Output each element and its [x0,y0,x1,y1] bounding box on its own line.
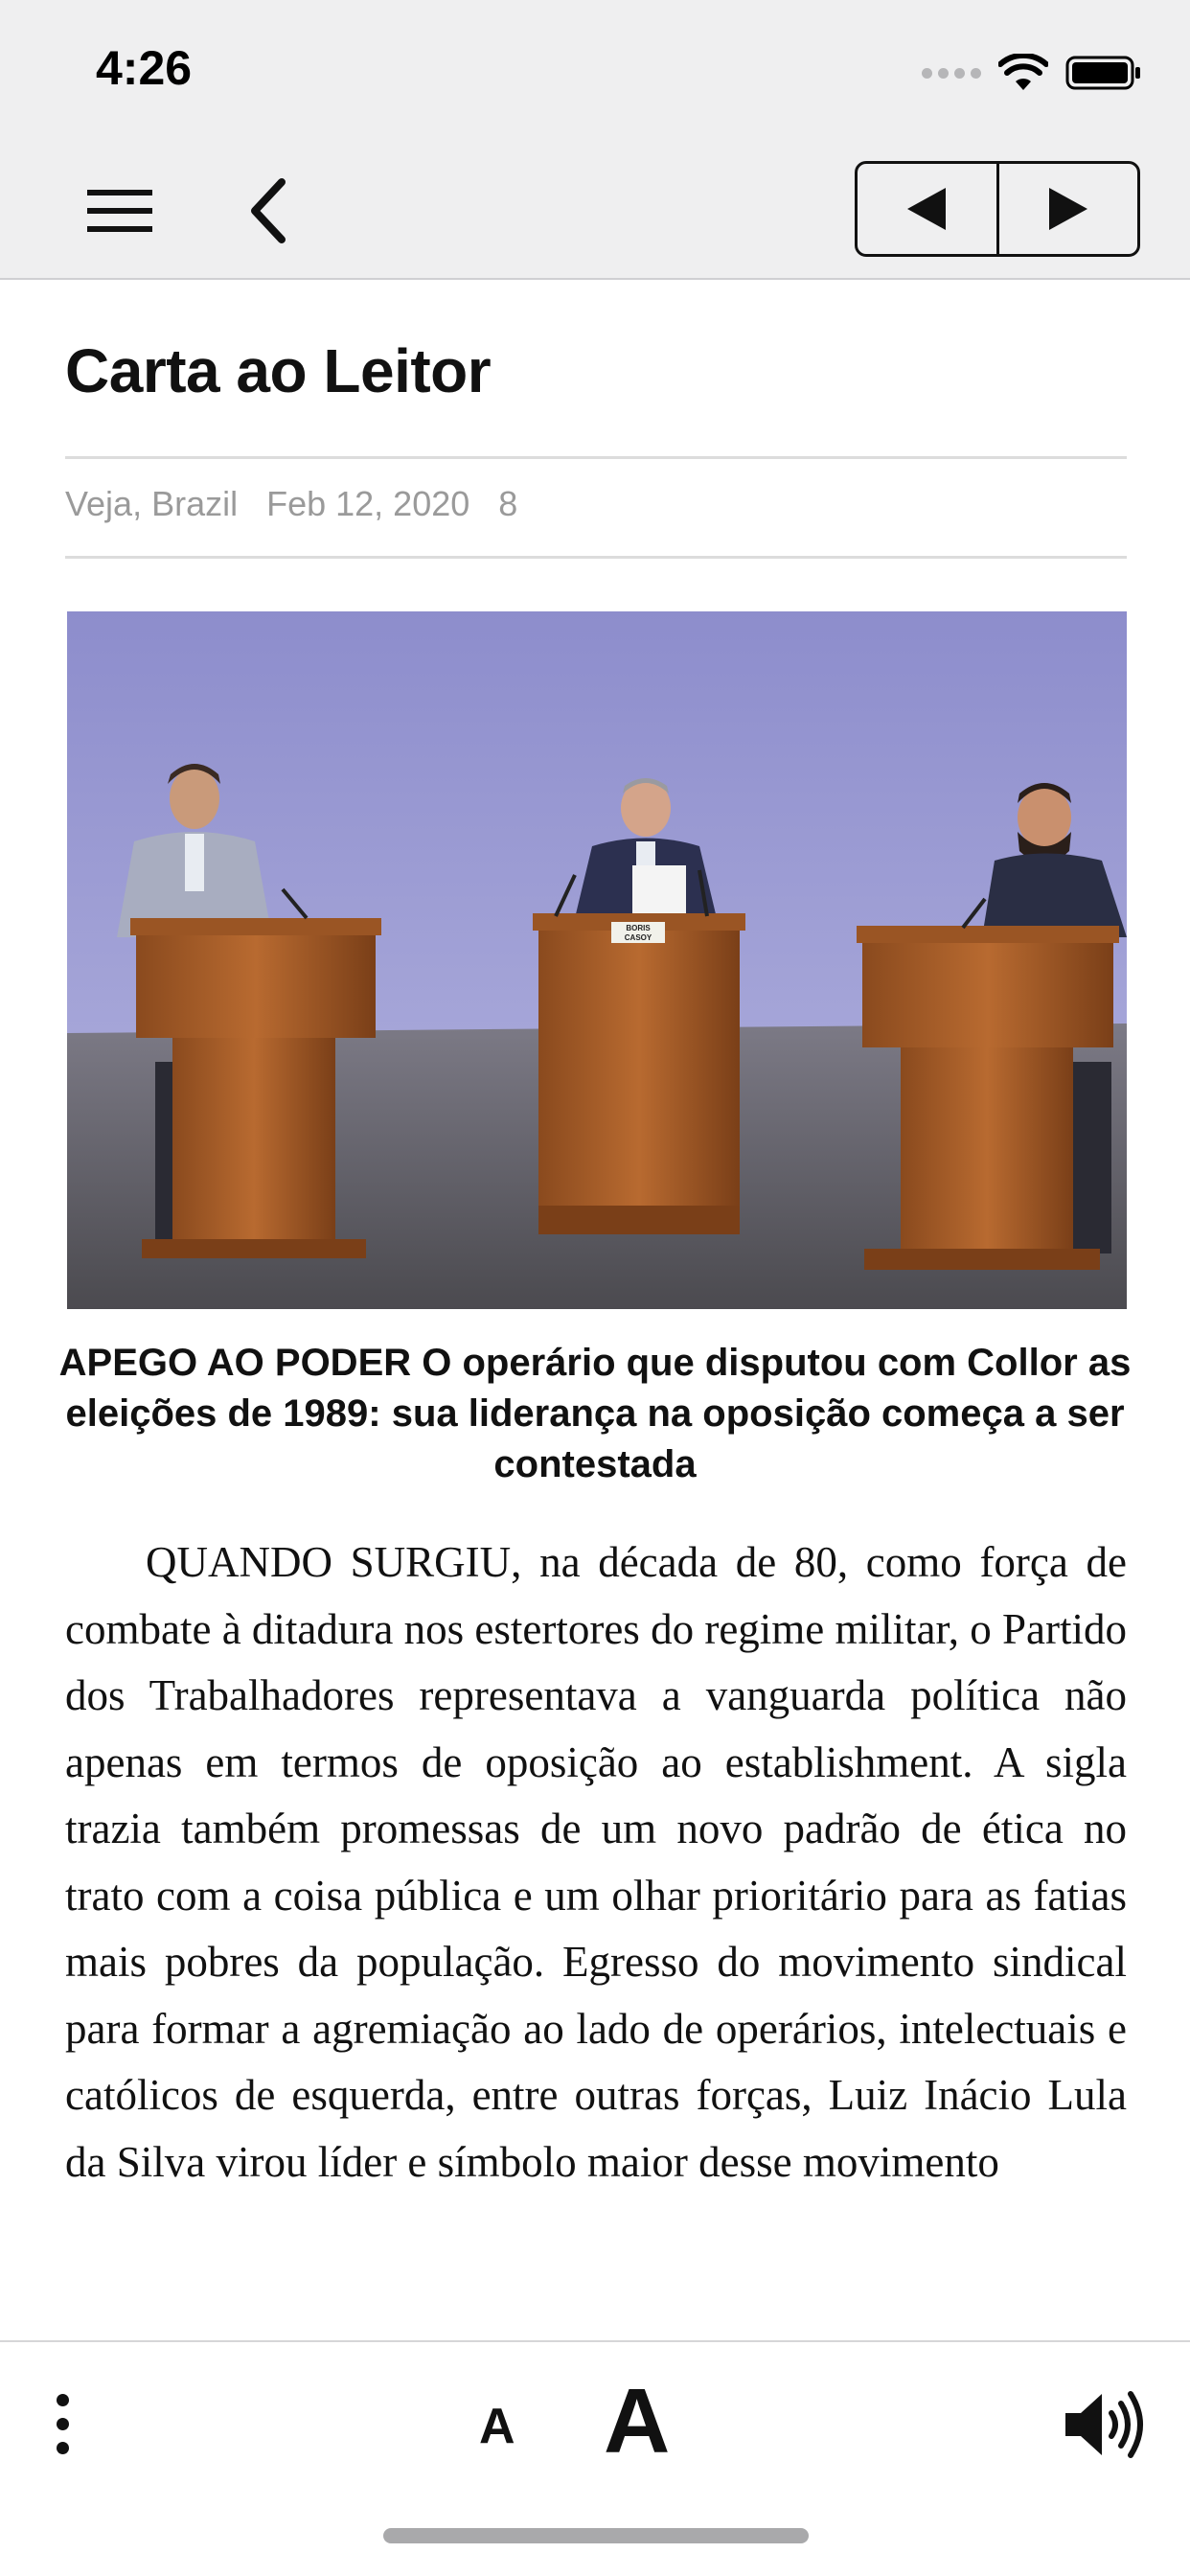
decrease-font-button[interactable]: A [479,2399,515,2454]
debate-stage-illustration [67,611,1127,1309]
text-to-speech-button[interactable] [1062,2386,1148,2463]
publication-name: Veja, Brazil [65,484,239,523]
increase-font-button[interactable]: A [604,2370,671,2472]
page-number: 8 [498,484,518,523]
article-meta [65,484,517,524]
article-body: QUANDO SURGIU, na década de 80, como força de combate à ditadura nos estertores do regime militar, o Partido dos Trabalhadores representava a vanguarda política não apenas em termos de oposição ao establishment. A sigla trazia também promessas de um novo padrão de ética no trato com a coisa pública e um olhar prioritário para as fatias mais pobres da população. Egresso do movimento sindical para formar a agremiação ao lado de operários, intelectuais e católicos de esquerda, entre outras forças, Luiz Inácio Lula da Silva virou líder e símbolo maior desse movimento [65,1538,1127,2186]
more-options-button[interactable] [38,2380,86,2467]
article-photo[interactable] [67,611,1127,1309]
meta-divider [65,556,1127,559]
nameplate-line1: BORIS [626,924,651,932]
speaker-icon [1062,2386,1148,2463]
nameplate-line2: CASOY [624,933,652,942]
photo-caption: APEGO AO PODER O operário que disputou com Collor as eleições de 1989: sua liderança na oposição começa a ser contestada [58,1342,1132,1485]
publication-date: Feb 12, 2020 [266,484,470,523]
title-divider [65,456,1127,459]
status-time: 4:26 [96,41,193,95]
vertical-ellipsis-icon [57,2394,69,2406]
article-title: Carta ao Leitor [65,336,492,405]
home-indicator[interactable] [383,2528,809,2543]
